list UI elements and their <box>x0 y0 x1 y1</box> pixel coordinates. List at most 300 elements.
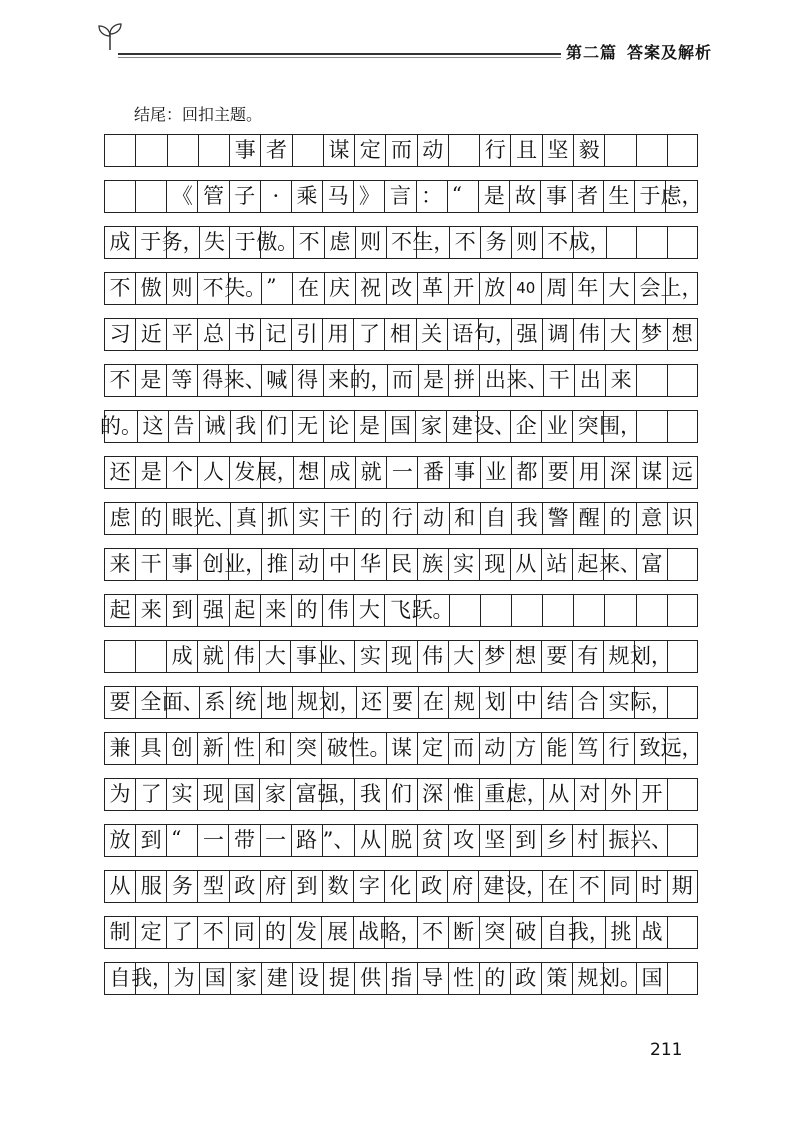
grid-cell: 不 <box>449 227 480 258</box>
grid-cell: 挑 <box>605 917 636 948</box>
grid-cell: 展 <box>321 917 352 948</box>
grid-cell <box>667 641 698 672</box>
grid-cell <box>636 595 667 626</box>
grid-cell: 番 <box>417 457 448 488</box>
grid-row <box>104 134 698 167</box>
grid-cell: 村 <box>572 825 603 856</box>
grid-cell: 在 <box>542 871 573 902</box>
grid-cell: 到 <box>166 595 197 626</box>
grid-cell: 于 <box>634 181 665 212</box>
grid-row <box>104 502 698 535</box>
grid-cell: 中 <box>510 687 541 718</box>
grid-cell: 我 <box>354 779 385 810</box>
grid-row <box>104 870 698 903</box>
grid-cell: 是 <box>135 365 166 396</box>
grid-cell: 坚 <box>542 135 573 166</box>
grid-cell: 事 <box>229 135 260 166</box>
grid-cell: 成， <box>573 227 606 258</box>
grid-cell: 飞 <box>384 595 415 626</box>
grid-cell: 虑 <box>324 227 355 258</box>
grid-cell: 拼 <box>448 365 479 396</box>
grid-cell: 来 <box>260 595 291 626</box>
grid-cell: 强， <box>321 779 354 810</box>
grid-cell: 要 <box>542 457 573 488</box>
grid-cell: 策 <box>541 963 572 994</box>
grid-cell: 发 <box>229 457 260 488</box>
grid-cell: 在 <box>292 273 323 304</box>
grid-cell: 抓 <box>262 503 293 534</box>
grid-cell <box>667 687 698 718</box>
grid-cell: 突 <box>572 411 603 442</box>
grid-cell: 的 <box>479 963 510 994</box>
grid-cell: 型 <box>197 871 228 902</box>
grid-cell: “ <box>166 825 197 856</box>
grid-cell: 谋 <box>386 733 417 764</box>
grid-cell: 破 <box>510 917 541 948</box>
grid-cell <box>667 135 698 166</box>
grid-cell: “ <box>447 181 478 212</box>
grid-cell: 战 <box>353 917 384 948</box>
grid-cell: 起 <box>229 595 260 626</box>
grid-cell: 的 <box>604 503 635 534</box>
grid-cell: 现 <box>386 641 417 672</box>
grid-cell: 为 <box>104 779 135 810</box>
grid-cell <box>135 641 166 672</box>
grid-cell: 来 <box>605 365 636 396</box>
grid-cell: 年 <box>572 273 603 304</box>
grid-cell <box>104 641 135 672</box>
grid-cell: 设， <box>509 871 542 902</box>
grid-cell: 伟 <box>322 595 353 626</box>
grid-cell: 了 <box>166 917 197 948</box>
grid-cell: 虑， <box>665 181 698 212</box>
grid-cell: 对 <box>574 779 605 810</box>
grid-cell: 成 <box>166 641 197 672</box>
grid-cell <box>606 227 637 258</box>
grid-cell: 且 <box>510 135 541 166</box>
grid-cell: 动 <box>292 549 323 580</box>
grid-cell: 们 <box>386 779 417 810</box>
grid-cell: 了 <box>353 319 384 350</box>
grid-cell: 贫 <box>417 825 448 856</box>
grid-cell: 还 <box>104 457 135 488</box>
grid-cell: 失。 <box>228 273 261 304</box>
grid-cell: 从 <box>354 825 385 856</box>
grid-cell: 意 <box>636 503 667 534</box>
grid-cell: 政 <box>416 871 447 902</box>
grid-cell: 政 <box>229 871 260 902</box>
grid-cell: 光、 <box>197 503 230 534</box>
grid-cell: 建 <box>446 411 477 442</box>
grid-cell: 划， <box>634 641 667 672</box>
grid-row <box>104 456 698 489</box>
grid-cell: 放 <box>479 273 510 304</box>
grid-cell: 化 <box>384 871 415 902</box>
grid-cell: 深 <box>417 779 448 810</box>
grid-cell: 跃。 <box>416 595 449 626</box>
grid-cell: 则 <box>355 227 386 258</box>
grid-cell: 梦 <box>636 319 667 350</box>
grid-cell: 实 <box>603 687 634 718</box>
grid-cell: 具 <box>135 733 166 764</box>
grid-cell: 不 <box>197 273 228 304</box>
grid-cell: 业， <box>228 549 261 580</box>
grid-cell: 大 <box>603 273 634 304</box>
grid-cell: 事 <box>290 641 321 672</box>
grid-cell: 深 <box>604 457 635 488</box>
grid-row <box>100 410 698 443</box>
grid-cell: 事 <box>166 549 197 580</box>
grid-cell <box>104 135 135 166</box>
grid-cell: 动 <box>417 135 448 166</box>
grid-cell: 实 <box>166 779 197 810</box>
grid-cell: 惟 <box>448 779 479 810</box>
grid-cell: 的 <box>259 917 290 948</box>
grid-cell: 来、 <box>603 549 636 580</box>
grid-cell: 坚 <box>479 825 510 856</box>
grid-cell: 改 <box>386 273 417 304</box>
grid-cell: 相 <box>384 319 415 350</box>
grid-cell: 时 <box>636 871 667 902</box>
grid-cell: 革 <box>417 273 448 304</box>
grid-cell: 一 <box>260 825 291 856</box>
grid-cell: 干 <box>135 549 166 580</box>
grid-cell: 祝 <box>355 273 386 304</box>
grid-cell: 乡 <box>541 825 572 856</box>
grid-cell: 富 <box>636 549 667 580</box>
grid-cell: 外 <box>605 779 636 810</box>
grid-cell: 破 <box>321 733 352 764</box>
grid-cell: 动 <box>417 503 448 534</box>
grid-cell: 远， <box>665 733 698 764</box>
grid-cell <box>667 227 698 258</box>
grid-cell: 务 <box>166 871 197 902</box>
grid-cell: 则 <box>511 227 542 258</box>
grid-cell: 起 <box>572 549 603 580</box>
grid-cell: 统 <box>230 687 261 718</box>
grid-cell: 诫 <box>199 411 230 442</box>
grid-cell: 在 <box>418 687 449 718</box>
grid-cell <box>167 135 198 166</box>
grid-cell: 国 <box>199 963 230 994</box>
grid-cell <box>511 595 542 626</box>
grid-cell: 要 <box>104 687 135 718</box>
grid-row <box>104 548 698 581</box>
grid-cell: 识 <box>667 503 698 534</box>
grid-cell: 指 <box>386 963 417 994</box>
grid-cell: 创 <box>166 733 197 764</box>
grid-cell: 谋 <box>636 457 667 488</box>
grid-cell: 数 <box>322 871 353 902</box>
grid-cell: 强 <box>511 319 542 350</box>
grid-cell: 干 <box>543 365 574 396</box>
grid-row <box>104 226 698 259</box>
grid-cell: 总 <box>197 319 228 350</box>
grid-cell: 喊 <box>261 365 292 396</box>
grid-cell: 是 <box>478 181 509 212</box>
grid-cell: 言 <box>384 181 415 212</box>
closing-label: 结尾：回扣主题。 <box>134 105 263 124</box>
grid-cell: 突 <box>479 917 510 948</box>
grid-cell: 的 <box>291 595 322 626</box>
grid-cell: 面、 <box>166 687 199 718</box>
grid-cell: 想 <box>293 457 324 488</box>
grid-cell: 起 <box>104 595 135 626</box>
grid-cell: 开 <box>636 779 667 810</box>
grid-cell: 人 <box>197 457 228 488</box>
grid-cell: 划 <box>479 687 510 718</box>
grid-cell: 从 <box>104 871 135 902</box>
grid-cell: 还 <box>356 687 387 718</box>
grid-cell: 结 <box>541 687 572 718</box>
grid-cell: 创 <box>197 549 228 580</box>
grid-cell: 行 <box>386 503 417 534</box>
grid-cell: 不 <box>542 227 573 258</box>
grid-row <box>104 640 698 673</box>
grid-cell: 用 <box>322 319 353 350</box>
grid-cell: 调 <box>542 319 573 350</box>
grid-cell: 虑 <box>104 503 135 534</box>
grid-cell: 国 <box>385 411 416 442</box>
grid-cell <box>667 549 698 580</box>
grid-cell: 不 <box>104 365 135 396</box>
grid-row <box>104 318 698 351</box>
grid-row <box>104 686 698 719</box>
grid-cell: 中 <box>323 549 354 580</box>
grid-cell <box>667 595 698 626</box>
grid-cell: 展， <box>260 457 293 488</box>
grid-cell: 者 <box>572 181 603 212</box>
grid-cell: 的。 <box>104 411 137 442</box>
grid-cell: 不 <box>293 227 324 258</box>
grid-row <box>104 180 703 213</box>
grid-cell: 失 <box>199 227 230 258</box>
grid-cell: 从 <box>510 549 541 580</box>
grid-cell: 企 <box>510 411 541 442</box>
grid-cell <box>667 825 698 856</box>
grid-row <box>104 364 698 397</box>
grid-cell: 规 <box>448 687 479 718</box>
grid-row <box>104 916 698 949</box>
grid-cell: 笃 <box>572 733 603 764</box>
grid-cell: 国 <box>636 963 667 994</box>
grid-cell <box>542 595 573 626</box>
grid-cell: 不 <box>104 273 135 304</box>
grid-cell: 一 <box>386 457 417 488</box>
grid-cell <box>667 365 698 396</box>
grid-cell: 务， <box>166 227 199 258</box>
grid-cell: 为 <box>168 963 199 994</box>
grid-cell: 能 <box>541 733 572 764</box>
grid-cell: 管 <box>197 181 228 212</box>
grid-cell: 族 <box>417 549 448 580</box>
grid-cell: 系 <box>199 687 230 718</box>
grid-cell: 都 <box>511 457 542 488</box>
grid-cell: 傲。 <box>260 227 293 258</box>
grid-cell: 行 <box>603 733 634 764</box>
header-title <box>566 40 712 63</box>
grid-cell: 庆 <box>324 273 355 304</box>
grid-cell: 兼 <box>104 733 135 764</box>
grid-cell: 于 <box>135 227 166 258</box>
manuscript-grid <box>100 134 703 1008</box>
grid-cell: 来、 <box>228 365 261 396</box>
grid-cell: 地 <box>261 687 292 718</box>
grid-cell: 上， <box>665 273 698 304</box>
grid-cell: 得 <box>292 365 323 396</box>
grid-cell: 建 <box>261 963 292 994</box>
grid-cell: 大 <box>353 595 384 626</box>
grid-cell: 记 <box>260 319 291 350</box>
grid-cell: 出 <box>574 365 605 396</box>
grid-cell <box>573 595 604 626</box>
grid-cell: 生 <box>603 181 634 212</box>
grid-cell: 重 <box>479 779 510 810</box>
grid-cell: 务 <box>480 227 511 258</box>
grid-cell: 子 <box>229 181 260 212</box>
grid-cell: 而 <box>387 365 418 396</box>
grid-cell: 性 <box>448 963 479 994</box>
grid-cell: 平 <box>166 319 197 350</box>
grid-cell: 华 <box>354 549 385 580</box>
grid-cell: · <box>260 181 291 212</box>
grid-cell: 想 <box>667 319 698 350</box>
grid-cell: 断 <box>448 917 479 948</box>
grid-cell: 行 <box>479 135 510 166</box>
grid-cell: 到 <box>510 825 541 856</box>
grid-cell: 建 <box>478 871 509 902</box>
grid-cell: 国 <box>228 779 259 810</box>
grid-cell: 突 <box>290 733 321 764</box>
grid-cell: 战 <box>636 917 667 948</box>
grid-cell: 要 <box>541 641 572 672</box>
grid-cell: 期 <box>667 871 698 902</box>
grid-cell: 制 <box>104 917 135 948</box>
grid-cell <box>135 135 166 166</box>
grid-cell: 是 <box>418 365 449 396</box>
grid-cell: 我 <box>230 411 261 442</box>
grid-cell: 引 <box>291 319 322 350</box>
grid-cell: 来、 <box>510 365 543 396</box>
grid-cell: 性 <box>228 733 259 764</box>
page-header <box>0 0 800 70</box>
grid-cell: 和 <box>259 733 290 764</box>
grid-cell: ” <box>261 273 292 304</box>
grid-cell: 脱 <box>385 825 416 856</box>
grid-cell: 规 <box>292 687 323 718</box>
grid-cell: 谋 <box>323 135 354 166</box>
grid-cell <box>135 181 166 212</box>
grid-cell: 划。 <box>603 963 636 994</box>
grid-cell: 会 <box>634 273 665 304</box>
grid-cell: 伟 <box>417 641 448 672</box>
header-section: 第二篇 <box>566 43 618 62</box>
grid-cell: 要 <box>387 687 418 718</box>
grid-cell: 40 <box>510 273 541 304</box>
grid-cell: 事 <box>540 181 571 212</box>
grid-row <box>104 778 698 811</box>
grid-cell: 成 <box>324 457 355 488</box>
grid-cell: 家 <box>259 779 290 810</box>
grid-cell: 业 <box>480 457 511 488</box>
grid-cell: 告 <box>168 411 199 442</box>
grid-cell: 供 <box>354 963 385 994</box>
grid-cell: 强 <box>197 595 228 626</box>
grid-cell: 得 <box>197 365 228 396</box>
grid-cell: 带 <box>228 825 259 856</box>
grid-cell: 等 <box>166 365 197 396</box>
grid-cell: 不 <box>417 917 448 948</box>
grid-cell: 就 <box>355 457 386 488</box>
grid-cell: 事 <box>449 457 480 488</box>
grid-cell: 方 <box>510 733 541 764</box>
grid-cell: 推 <box>261 549 292 580</box>
grid-cell: 现 <box>197 779 228 810</box>
grid-cell: ： <box>416 181 447 212</box>
grid-cell: 实 <box>293 503 324 534</box>
grid-cell: 有 <box>572 641 603 672</box>
grid-cell <box>604 595 635 626</box>
grid-cell <box>449 595 480 626</box>
grid-cell: 这 <box>137 411 168 442</box>
grid-cell <box>448 135 479 166</box>
grid-cell: 论 <box>323 411 354 442</box>
grid-cell: 》 <box>353 181 384 212</box>
grid-cell: 业、 <box>321 641 354 672</box>
grid-cell <box>667 917 698 948</box>
grid-cell: 傲 <box>135 273 166 304</box>
grid-cell: 来 <box>323 365 354 396</box>
grid-cell: 马 <box>322 181 353 212</box>
grid-cell: 关 <box>416 319 447 350</box>
grid-cell: 业 <box>541 411 572 442</box>
grid-cell: 际， <box>634 687 667 718</box>
grid-cell: 我 <box>511 503 542 534</box>
grid-cell: 放 <box>104 825 135 856</box>
grid-cell: 从 <box>543 779 574 810</box>
grid-cell: 习 <box>104 319 135 350</box>
grid-cell: 富 <box>290 779 321 810</box>
grid-cell <box>636 227 667 258</box>
grid-cell: 字 <box>353 871 384 902</box>
grid-cell: 《 <box>166 181 197 212</box>
sprout-icon <box>96 22 124 52</box>
grid-cell: 来 <box>104 549 135 580</box>
grid-cell: 用 <box>573 457 604 488</box>
grid-cell: 合 <box>572 687 603 718</box>
grid-cell: 语 <box>447 319 478 350</box>
grid-cell: 伟 <box>573 319 604 350</box>
grid-cell: 同 <box>228 917 259 948</box>
grid-cell: 路 <box>291 825 322 856</box>
grid-cell: 同 <box>604 871 635 902</box>
grid-cell: 眼 <box>166 503 197 534</box>
grid-cell: 警 <box>542 503 573 534</box>
grid-cell: 生， <box>416 227 449 258</box>
grid-cell: 新 <box>197 733 228 764</box>
grid-cell: 大 <box>604 319 635 350</box>
grid-cell: 攻 <box>448 825 479 856</box>
grid-cell <box>667 411 698 442</box>
grid-cell: 实 <box>448 549 479 580</box>
grid-row <box>104 594 698 627</box>
grid-cell: 家 <box>415 411 446 442</box>
grid-cell <box>667 963 698 994</box>
grid-cell: 是 <box>354 411 385 442</box>
grid-cell: 规 <box>603 641 634 672</box>
grid-cell <box>604 135 635 166</box>
grid-cell: 干 <box>324 503 355 534</box>
